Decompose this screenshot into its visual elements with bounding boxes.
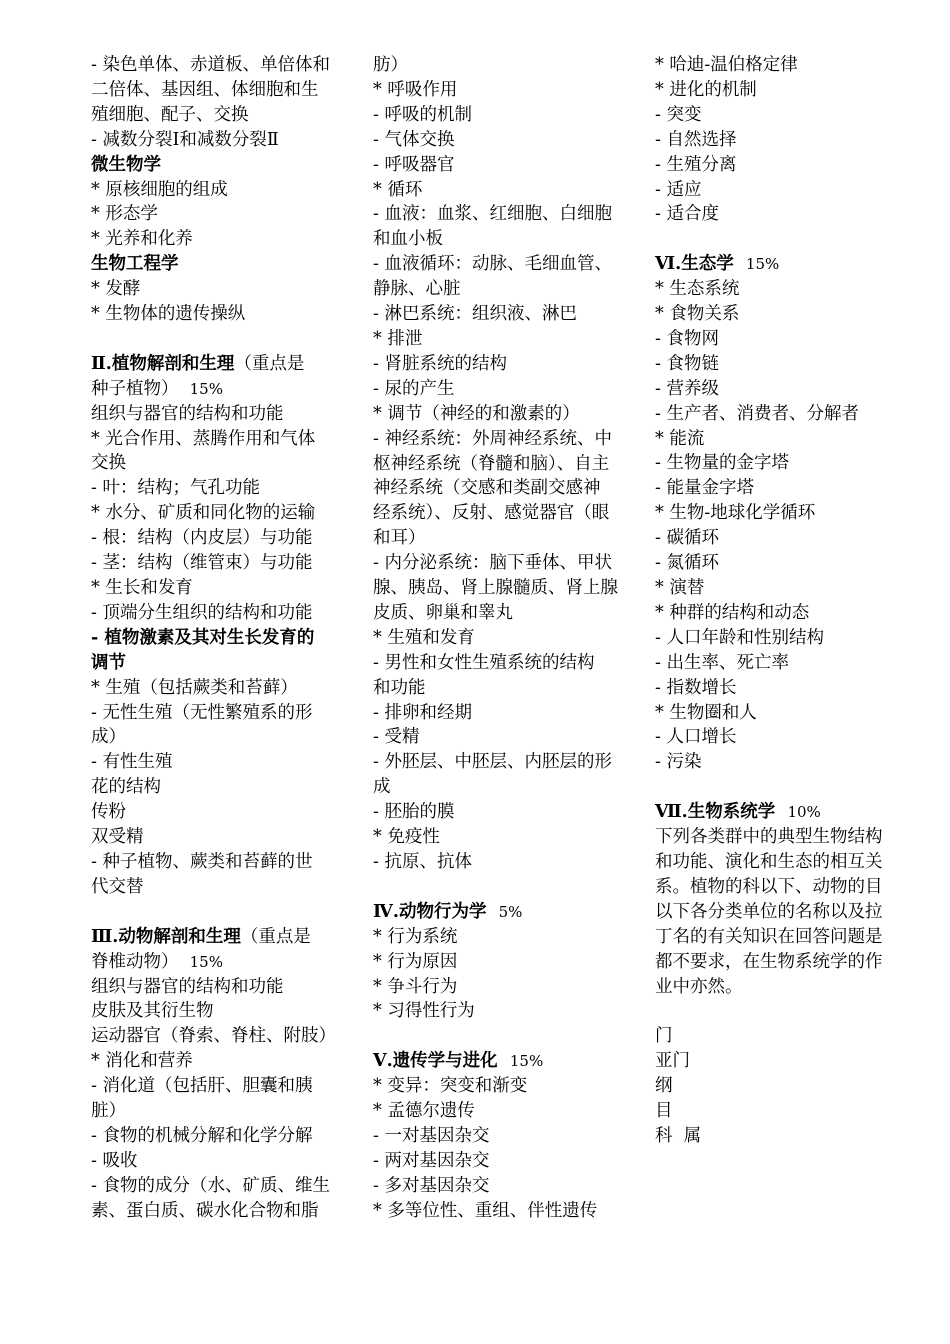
- text-line: [91, 750, 343, 775]
- text-line: [655, 651, 907, 676]
- line-text: * 生殖和发育: [373, 627, 475, 648]
- text-line: [655, 277, 907, 302]
- line-text: * 生长和发育: [91, 578, 193, 599]
- text-line: [373, 601, 625, 626]
- text-line: [655, 925, 907, 950]
- line-text: - 多对基因杂交: [373, 1175, 490, 1196]
- text-line: [655, 1049, 907, 1074]
- line-text: - 染色单体、赤道板、单倍体和: [91, 55, 330, 75]
- line-text: 纲: [655, 1076, 673, 1097]
- line-text: * 光合作用、蒸腾作用和气体: [91, 428, 316, 449]
- line-text: 素、蛋白质、碳水化合物和脂: [91, 1200, 319, 1221]
- line-text: - 适应: [655, 179, 702, 200]
- text-line: [655, 850, 907, 875]
- line-text: * 习得性行为: [373, 1001, 475, 1022]
- column-2: [373, 53, 625, 1224]
- text-line: [373, 800, 625, 825]
- section-weight: 15%: [189, 379, 223, 398]
- line-text: - 叶：结构；气孔功能: [91, 478, 260, 499]
- line-text: - 抗原、抗体: [373, 852, 472, 872]
- text-line: [655, 975, 907, 1000]
- line-text: 亚门: [655, 1051, 690, 1072]
- line-text: * 食物关系: [655, 304, 740, 325]
- line-text: * 生态系统: [655, 279, 740, 300]
- line-text: 双受精: [91, 827, 144, 848]
- section-subtitle: （重点是: [234, 353, 305, 374]
- section-weight: 15%: [189, 952, 223, 971]
- line-text: 枢神经系统（脊髓和脑）、自主: [373, 453, 610, 474]
- text-line: [655, 875, 907, 900]
- line-text: - 两对基因杂交: [373, 1150, 490, 1171]
- text-line: [373, 850, 625, 875]
- text-line: [91, 1074, 343, 1099]
- section-heading: [373, 1049, 625, 1074]
- text-line: [655, 526, 907, 551]
- text-line: [91, 526, 343, 551]
- text-line: [91, 103, 343, 128]
- section-title: Ⅳ.动物行为学: [373, 901, 487, 922]
- line-text: - 呼吸的机制: [373, 104, 472, 125]
- text-line: [91, 975, 343, 1000]
- line-text: * 生物圈和人: [655, 702, 757, 723]
- text-line: [373, 1174, 625, 1199]
- line-text: - 碳循环: [655, 528, 719, 549]
- blank-line: [373, 875, 625, 900]
- text-line: [655, 750, 907, 775]
- text-line: [373, 476, 625, 501]
- line-text: 运动器官（脊索、脊柱、附肢）: [91, 1026, 336, 1047]
- line-text: - 有性生殖: [91, 752, 173, 773]
- line-text: - 消化道（包括肝、胆囊和胰: [91, 1076, 313, 1097]
- text-line: [655, 78, 907, 103]
- line-text: 组织与器官的结构和功能: [91, 403, 284, 424]
- text-line: [91, 999, 343, 1024]
- text-line: [655, 352, 907, 377]
- text-line: [373, 128, 625, 153]
- line-text: 目: [655, 1101, 673, 1122]
- line-text: - 根：结构（内皮层）与功能: [91, 528, 313, 549]
- text-line: [91, 402, 343, 427]
- section-title: Ⅲ.动物解剖和生理: [91, 926, 241, 947]
- blank-line: [91, 327, 343, 352]
- line-text: - 无性生殖（无性繁殖系的形: [91, 702, 313, 723]
- text-line: [91, 178, 343, 203]
- line-text: - 植物激素及其对生长发育的: [91, 627, 315, 648]
- line-text: 脏）: [91, 1101, 126, 1122]
- text-line: [655, 1099, 907, 1124]
- text-line: [655, 327, 907, 352]
- line-text: * 行为原因: [373, 951, 458, 972]
- line-text: 科 属: [655, 1125, 702, 1146]
- text-line: [655, 825, 907, 850]
- line-text: 神经系统（交感和类副交感神: [373, 478, 601, 499]
- text-line: [655, 501, 907, 526]
- line-text: - 人口年龄和性别结构: [655, 627, 824, 648]
- line-text: - 男性和女性生殖系统的结构: [373, 652, 595, 673]
- text-line: [373, 501, 625, 526]
- line-text: * 孟德尔遗传: [373, 1101, 475, 1122]
- text-line: [91, 1149, 343, 1174]
- text-line: [373, 1099, 625, 1124]
- line-text: * 水分、矿质和同化物的运输: [91, 503, 316, 524]
- text-line: [91, 202, 343, 227]
- line-text: - 氮循环: [655, 553, 719, 574]
- line-text: 脊椎动物）: [91, 951, 179, 972]
- text-line: [373, 576, 625, 601]
- line-text: - 出生率、死亡率: [655, 652, 789, 673]
- section-subtitle: （重点是: [240, 926, 311, 947]
- line-text: - 适合度: [655, 204, 719, 225]
- text-line: [91, 1174, 343, 1199]
- text-line: [91, 302, 343, 327]
- text-line: [373, 626, 625, 651]
- line-text: * 生物-地球化学循环: [655, 503, 816, 524]
- line-text: 皮肤及其衍生物: [91, 1001, 214, 1022]
- line-text: - 种子植物、蕨类和苔藓的世: [91, 851, 313, 872]
- column-3: [655, 53, 907, 1149]
- line-text: 生物工程学: [91, 254, 179, 275]
- text-line: [373, 178, 625, 203]
- text-line: [373, 153, 625, 178]
- line-text: - 食物的机械分解和化学分解: [91, 1125, 313, 1146]
- text-line: [91, 427, 343, 452]
- line-text: 和功能: [373, 677, 426, 698]
- text-line: [373, 402, 625, 427]
- line-text: * 调节（神经的和激素的）: [373, 403, 580, 424]
- line-text: 下列各类群中的典型生物结构: [655, 827, 883, 848]
- text-line: [655, 676, 907, 701]
- line-text: 肪）: [373, 55, 408, 75]
- text-line: [373, 775, 625, 800]
- text-line: [91, 128, 343, 153]
- section-heading: [655, 252, 907, 277]
- line-text: 和功能、演化和生态的相互关: [655, 851, 883, 872]
- line-text: 调节: [91, 652, 126, 673]
- text-line: [373, 1124, 625, 1149]
- line-text: * 形态学: [91, 204, 158, 225]
- line-text: 成）: [91, 727, 126, 748]
- column-1: [91, 53, 343, 1224]
- line-text: * 哈迪-温伯格定律: [655, 55, 798, 75]
- blank-line: [655, 775, 907, 800]
- text-line: [655, 103, 907, 128]
- line-text: 皮质、卵巢和睾丸: [373, 602, 513, 623]
- line-text: - 淋巴系统：组织液、淋巴: [373, 304, 577, 325]
- text-line: [373, 53, 625, 78]
- text-line: [373, 725, 625, 750]
- text-line: [373, 452, 625, 477]
- text-line: [373, 1074, 625, 1099]
- text-line: [91, 551, 343, 576]
- text-line: [91, 676, 343, 701]
- line-text: - 气体交换: [373, 129, 455, 150]
- text-line: [373, 551, 625, 576]
- line-text: - 外胚层、中胚层、内胚层的形: [373, 752, 612, 773]
- text-line: [91, 501, 343, 526]
- text-line: [655, 178, 907, 203]
- line-text: * 排泄: [373, 328, 423, 349]
- text-line: [373, 750, 625, 775]
- section-weight: 10%: [787, 803, 821, 822]
- section-heading: [91, 352, 343, 377]
- text-line: [91, 227, 343, 252]
- text-line: [655, 950, 907, 975]
- line-text: 交换: [91, 453, 126, 474]
- line-text: 微生物学: [91, 154, 161, 175]
- line-text: - 吸收: [91, 1150, 138, 1171]
- text-line: [373, 950, 625, 975]
- line-text: - 肾脏系统的结构: [373, 353, 507, 374]
- blank-line: [373, 1024, 625, 1049]
- line-text: - 营养级: [655, 378, 719, 399]
- text-line: [373, 925, 625, 950]
- text-line: [373, 103, 625, 128]
- line-text: - 生殖分离: [655, 154, 737, 175]
- line-text: * 行为系统: [373, 926, 458, 947]
- text-line: [373, 1149, 625, 1174]
- line-text: - 血液循环：动脉、毛细血管、: [373, 254, 612, 275]
- text-line: [91, 850, 343, 875]
- line-text: - 生物量的金字塔: [655, 453, 789, 474]
- text-line: [91, 800, 343, 825]
- text-line: [655, 551, 907, 576]
- section-weight: 5%: [498, 902, 523, 921]
- line-text: 丁名的有关知识在回答问题是: [655, 926, 883, 947]
- text-line: [91, 725, 343, 750]
- line-text: * 能流: [655, 428, 705, 449]
- line-text: 种子植物）: [91, 378, 179, 399]
- line-text: * 种群的结构和动态: [655, 602, 810, 623]
- text-line: [91, 576, 343, 601]
- text-line: [91, 277, 343, 302]
- text-line: [655, 576, 907, 601]
- line-text: 腺、胰岛、肾上腺髓质、肾上腺: [373, 578, 618, 599]
- line-text: - 污染: [655, 752, 702, 773]
- text-line: [655, 128, 907, 153]
- bold-text-line: [91, 626, 343, 651]
- line-text: 以下各分类单位的名称以及拉: [655, 901, 883, 922]
- line-text: 传粉: [91, 802, 126, 823]
- section-title: Ⅱ.植物解剖和生理: [91, 353, 235, 374]
- text-line: [373, 651, 625, 676]
- text-line: [373, 526, 625, 551]
- text-line: [91, 377, 343, 402]
- section-weight: 15%: [745, 255, 780, 274]
- line-text: * 变异：突变和渐变: [373, 1076, 528, 1097]
- text-line: [655, 402, 907, 427]
- text-line: [373, 202, 625, 227]
- text-line: [91, 1099, 343, 1124]
- text-line: [655, 451, 907, 476]
- text-line: [373, 277, 625, 302]
- text-line: [373, 701, 625, 726]
- blank-line: [655, 227, 907, 252]
- bold-text-line: [91, 252, 343, 277]
- line-text: * 免疫性: [373, 827, 440, 848]
- line-text: * 多等位性、重组、伴性遗传: [373, 1200, 598, 1221]
- text-line: [655, 302, 907, 327]
- line-text: 都不要求，在生物系统学的作: [655, 951, 883, 972]
- line-text: * 争斗行为: [373, 976, 458, 997]
- text-line: [655, 725, 907, 750]
- line-text: - 内分泌系统：脑下垂体、甲状: [373, 553, 612, 574]
- text-line: [91, 1124, 343, 1149]
- line-text: 组织与器官的结构和功能: [91, 976, 284, 997]
- text-line: [373, 78, 625, 103]
- blank-line: [91, 900, 343, 925]
- line-text: - 血液：血浆、红细胞、白细胞: [373, 204, 612, 225]
- text-line: [373, 427, 625, 452]
- line-text: 业中亦然。: [655, 976, 743, 997]
- section-weight: 15%: [509, 1052, 544, 1071]
- text-line: [655, 377, 907, 402]
- line-text: - 食物网: [655, 328, 719, 349]
- line-text: - 食物的成分（水、矿质、维生: [91, 1175, 330, 1196]
- line-text: * 光养和化养: [91, 229, 193, 250]
- bold-text-line: [91, 651, 343, 676]
- line-text: 经系统）、反射、感觉器官（眼: [373, 503, 610, 524]
- line-text: * 生殖（包括蕨类和苔藓）: [91, 677, 298, 698]
- blank-line: [655, 999, 907, 1024]
- line-text: * 消化和营养: [91, 1051, 193, 1072]
- section-title: Ⅵ.生态学: [655, 254, 734, 275]
- text-line: [373, 825, 625, 850]
- text-line: [373, 676, 625, 701]
- line-text: - 受精: [373, 727, 420, 748]
- line-text: - 人口增长: [655, 727, 737, 748]
- text-line: [373, 377, 625, 402]
- line-text: * 原核细胞的组成: [91, 179, 228, 200]
- line-text: - 尿的产生: [373, 378, 455, 399]
- text-line: [655, 1124, 907, 1149]
- text-line: [91, 1024, 343, 1049]
- line-text: 代交替: [91, 876, 144, 897]
- text-line: [373, 999, 625, 1024]
- line-text: 门: [655, 1026, 673, 1047]
- text-line: [655, 626, 907, 651]
- text-line: [91, 950, 343, 975]
- line-text: - 胚胎的膜: [373, 802, 455, 823]
- section-heading: [655, 800, 907, 825]
- section-title: Ⅶ.生物系统学: [655, 802, 776, 823]
- text-line: [373, 227, 625, 252]
- line-text: - 指数增长: [655, 677, 737, 698]
- line-text: * 呼吸作用: [373, 79, 458, 100]
- text-line: [655, 476, 907, 501]
- text-line: [91, 701, 343, 726]
- section-heading: [373, 900, 625, 925]
- line-text: * 进化的机制: [655, 79, 757, 100]
- text-line: [655, 53, 907, 78]
- text-line: [91, 451, 343, 476]
- line-text: - 排卵和经期: [373, 702, 472, 723]
- text-line: [655, 1024, 907, 1049]
- text-line: [373, 975, 625, 1000]
- line-text: - 生产者、消费者、分解者: [655, 403, 859, 424]
- line-text: 花的结构: [91, 777, 161, 798]
- line-text: 和耳）: [373, 528, 426, 549]
- text-line: [91, 1049, 343, 1074]
- line-text: - 自然选择: [655, 129, 737, 150]
- text-line: [373, 352, 625, 377]
- text-line: [655, 202, 907, 227]
- line-text: - 茎：结构（维管束）与功能: [91, 553, 313, 574]
- text-line: [91, 78, 343, 103]
- text-line: [373, 252, 625, 277]
- text-line: [91, 601, 343, 626]
- line-text: 二倍体、基因组、体细胞和生: [91, 79, 319, 100]
- line-text: * 演替: [655, 578, 705, 599]
- line-text: - 呼吸器官: [373, 154, 455, 175]
- line-text: - 突变: [655, 104, 702, 125]
- line-text: * 发酵: [91, 279, 141, 300]
- text-line: [91, 476, 343, 501]
- line-text: * 生物体的遗传操纵: [91, 304, 246, 325]
- text-line: [655, 1074, 907, 1099]
- text-line: [655, 601, 907, 626]
- text-line: [91, 875, 343, 900]
- line-text: 静脉、心脏: [373, 279, 461, 300]
- text-line: [91, 775, 343, 800]
- text-line: [91, 825, 343, 850]
- line-text: - 能量金字塔: [655, 478, 754, 499]
- text-line: [91, 53, 343, 78]
- text-line: [91, 1199, 343, 1224]
- text-line: [655, 900, 907, 925]
- text-line: [655, 427, 907, 452]
- line-text: - 神经系统：外周神经系统、中: [373, 428, 612, 449]
- line-text: - 减数分裂Ⅰ和减数分裂Ⅱ: [91, 129, 279, 150]
- line-text: - 食物链: [655, 353, 719, 374]
- text-line: [655, 701, 907, 726]
- text-line: [373, 1199, 625, 1224]
- bold-text-line: [91, 153, 343, 178]
- line-text: 和血小板: [373, 229, 443, 250]
- text-line: [655, 153, 907, 178]
- line-text: * 循环: [373, 179, 423, 200]
- line-text: 系。植物的科以下、动物的目: [655, 876, 883, 897]
- line-text: 殖细胞、配子、交换: [91, 104, 249, 125]
- line-text: - 一对基因杂交: [373, 1125, 490, 1146]
- section-heading: [91, 925, 343, 950]
- section-title: Ⅴ.遗传学与进化: [373, 1051, 498, 1072]
- line-text: 成: [373, 777, 391, 798]
- line-text: - 顶端分生组织的结构和功能: [91, 602, 313, 623]
- text-line: [373, 327, 625, 352]
- text-line: [373, 302, 625, 327]
